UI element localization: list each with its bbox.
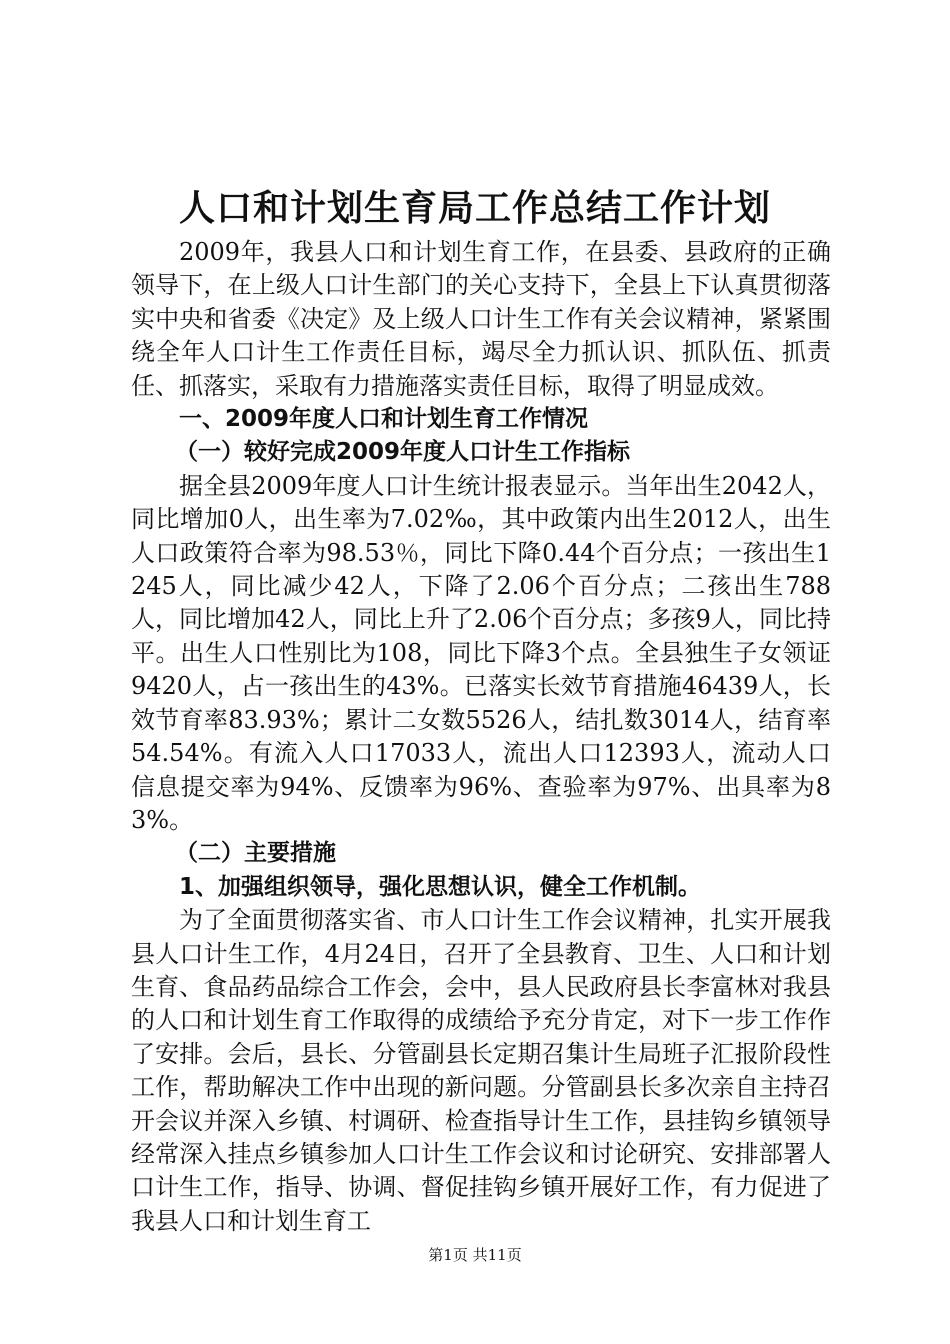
measure-heading-1: 1、加强组织领导，强化思想认识，健全工作机制。 xyxy=(179,873,702,900)
page-footer: 第1页 共11页 xyxy=(428,1246,522,1264)
measure-paragraph-1: 为了全面贯彻落实省、市人口计生工作会议精神，扎实开展我县人口计生工作，4月24日，召开了全县教育、卫生、人口和计划生育、食品药品综合工作会，会中，县人民政府县长李富林对我县的人口和计划生育工作取得的成绩给予充分肯定，对下一步工作作了安排。会后，县长、分管副县长定期召集计生局班子汇报阶段性工作，帮助解决工作中出现的新问题。分管副县长多次亲自主持召开会议并深入乡镇、村调研、检查指导计生工作，县挂钩乡镇领导经常深入挂点乡镇参加人口计生工作会议和讨论研究、安排部署人口计生工作，指导、协调、督促挂钩乡镇开展好工作，有力促进了我县人口和计划生育工 xyxy=(131,906,831,1235)
subsection-heading-2: （二）主要措施 xyxy=(175,840,336,867)
statistics-paragraph: 据全县2009年度人口计生统计报表显示。当年出生2042人，同比增加0人，出生率为7.02‰，其中政策内出生2012人，出生人口政策符合率为98.53％，同比下降0.44个百分点；一孩出生1245人，同比减少42人，下降了2.06个百分点；二孩出生788人，同比增加42人，同比上升了2.06个百分点；多孩9人，同比持平。出生人口性别比为108，同比下降3个点。全县独生子女领证9420人，占一孩出生的43%。已落实长效节育措施46439人，长效节育率83.93%；累计二女数5526人，结扎数3014人，结育率54.54%。有流入人口17033人，流出人口12393人，流动人口信息提交率为94%、反馈率为96%、查验率为97%、出具率为83%。 xyxy=(131,471,831,834)
subsection-heading-1: （一）较好完成2009年度人口计生工作指标 xyxy=(175,439,631,466)
document-body xyxy=(131,236,831,1238)
document-title: 人口和计划生育局工作总结工作计划 xyxy=(178,187,771,229)
section-heading-1: 一、2009年度人口和计划生育工作情况 xyxy=(179,406,589,433)
intro-paragraph: 2009年，我县人口和计划生育工作，在县委、县政府的正确领导下，在上级人口计生部门的关心支持下，全县上下认真贯彻落实中央和省委《决定》及上级人口计生工作有关会议精神，紧紧围绕全年人口计生工作责任目标，竭尽全力抓认识、抓队伍、抓责任、抓落实，采取有力措施落实责任目标，取得了明显成效。 xyxy=(131,238,831,400)
